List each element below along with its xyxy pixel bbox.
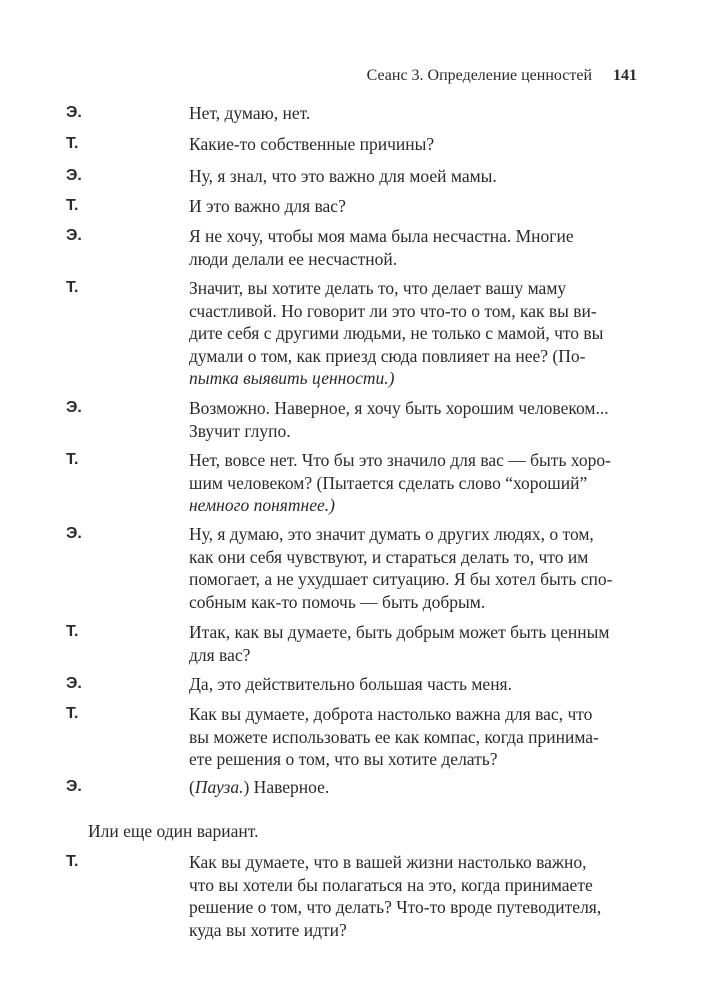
utterance: Итак, как вы думаете, быть добрым может быть ценным для вас? [189,622,610,665]
utterance: Да, это действительно большая часть меня. [189,674,512,694]
speaker-label: Т. [66,853,79,870]
speaker-label: Т. [66,197,79,214]
speaker-label: Э. [66,104,82,121]
utterance: Значит, вы хотите делать то, что делает вашу маму счастливой. Но говорит ли это что-то о том, как вы ви- дите себя с другими людьми, не только с мамой, что вы думали о том, как приезд сюда повлияет на нее? (По- пытка выявить ценности.) [189,278,604,389]
utterance: Нет, думаю, нет. [189,103,311,123]
page-number: 141 [613,67,637,84]
utterance: Возможно. Наверное, я хочу быть хорошим человеком... Звучит глупо. [189,398,609,441]
narration: Или еще один вариант. [88,821,259,841]
speaker-label: Э. [66,399,82,416]
utterance: Ну, я знал, что это важно для моей мамы. [189,166,497,186]
speaker-label: Т. [66,623,79,640]
speaker-label: Э. [66,675,82,692]
utterance: Какие-то собственные причины? [189,134,435,154]
section-title: Сеанс 3. Определение ценностей [366,67,593,84]
speaker-label: Т. [66,279,79,296]
speaker-label: Т. [66,135,79,152]
utterance: И это важно для вас? [189,196,346,216]
utterance: Как вы думаете, что в вашей жизни настолько важно, что вы хотели бы полагаться на это, когда принимаете решение о том, что делать? Что-то вроде путеводителя, куда вы хотите идти? [189,852,602,940]
speaker-label: Э. [66,227,82,244]
speaker-label: Т. [66,451,79,468]
speaker-label: Т. [66,705,79,722]
utterance: (Пауза.) Наверное. [189,777,330,797]
utterance: Нет, вовсе нет. Что бы это значило для вас — быть хоро- шим человеком? (Пытается сделать слово “хороший” немного понятнее.) [189,450,611,516]
utterance: Как вы думаете, доброта настолько важна для вас, что вы можете использовать ее как компас, когда принима- ете решения о том, что вы хотите делать? [189,704,599,770]
running-head [367,66,637,85]
speaker-label: Э. [66,167,82,184]
speaker-label: Э. [66,778,82,795]
utterance: Я не хочу, чтобы моя мама была несчастна. Многие люди делали ее несчастной. [189,226,574,269]
utterance: Ну, я думаю, это значит думать о других людях, о том, как они себя чувствуют, и стараться делать то, что им помогает, а не ухудшает ситуацию. Я бы хотел быть спо- собным как-то помочь — быть добрым. [189,524,613,612]
speaker-label: Э. [66,525,82,542]
